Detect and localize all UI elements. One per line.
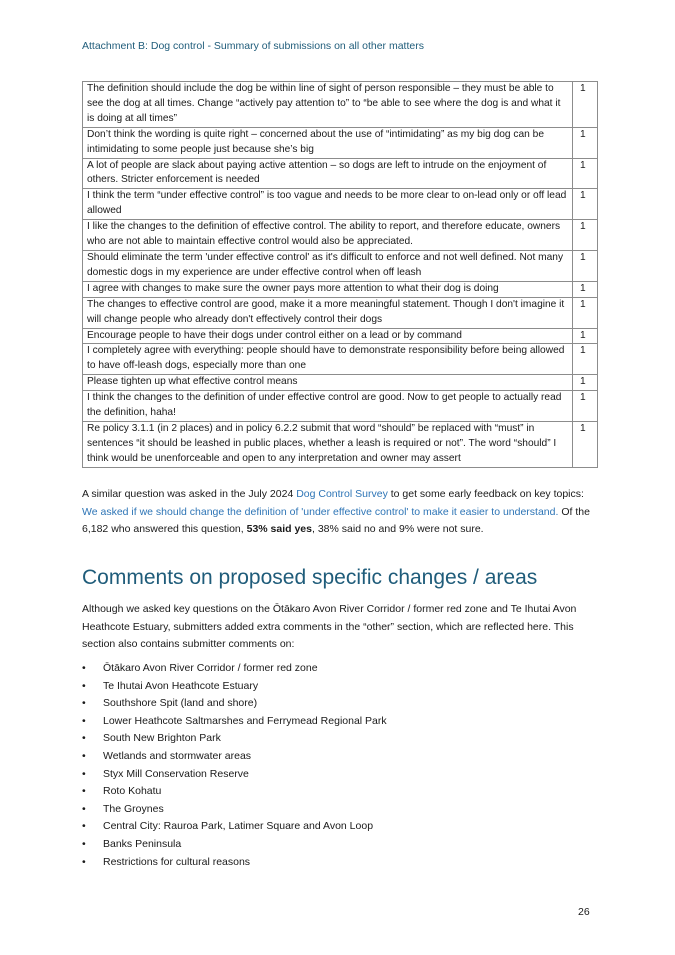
list-item (82, 678, 387, 696)
count-cell: 1 (573, 344, 598, 375)
table-row (83, 281, 598, 297)
comment-cell: I completely agree with everything: people should have to demonstrate responsibility before being allowed to have off-leash dogs, especially more than one (83, 344, 573, 375)
count-cell: 1 (573, 127, 598, 158)
list-item (82, 748, 387, 766)
list-item (82, 783, 387, 801)
paragraph-text: , 38% said no and 9% were not sure. (312, 523, 484, 535)
list-item (82, 854, 387, 872)
comment-cell: Re policy 3.1.1 (in 2 places) and in policy 6.2.2 submit that word “should” be replaced with “must” in sentences “it should be leashed in public places, whether a leash is required or not”. The word “should” I think would be unenforceable and open to any interpretation and owner may assert (83, 421, 573, 467)
list-item-label: Wetlands and stormwater areas (103, 749, 252, 762)
table-row (83, 328, 598, 344)
table-row (83, 127, 598, 158)
list-item-label: Styx Mill Conservation Reserve (103, 767, 249, 780)
list-item-label: Restrictions for cultural reasons (103, 855, 251, 868)
comment-cell: I think the term “under effective control” is too vague and needs to be more clear to on-lead only or off lead allowed (83, 189, 573, 220)
list-item-label: Central City: Rauroa Park, Latimer Square and Avon Loop (103, 820, 374, 833)
count-cell: 1 (573, 250, 598, 281)
bullet-icon: • (82, 714, 86, 727)
list-item (82, 713, 387, 731)
list-item (82, 836, 387, 854)
count-cell: 1 (573, 421, 598, 467)
count-cell: 1 (573, 189, 598, 220)
dog-control-survey-link[interactable]: Dog Control Survey (296, 488, 388, 500)
section-heading: Comments on proposed specific changes / areas (82, 566, 538, 589)
comment-cell: The definition should include the dog be within line of sight of person responsible – they must be able to see the dog at all times. Change “actively pay attention to” to “be able to see where the dog is and what it is doing at all times” (83, 82, 573, 128)
submissions-table-body (83, 82, 598, 468)
comment-cell: I like the changes to the definition of effective control. The ability to report, and therefore educate, owners who are not able to maintain effective control would also be appreciated. (83, 220, 573, 251)
list-item (82, 818, 387, 836)
list-item-label: The Groynes (103, 802, 164, 815)
table-row (83, 391, 598, 422)
count-cell: 1 (573, 281, 598, 297)
count-cell: 1 (573, 297, 598, 328)
list-item (82, 695, 387, 713)
count-cell: 1 (573, 158, 598, 189)
comment-cell: Please tighten up what effective control means (83, 375, 573, 391)
list-item-label: Te Ihutai Avon Heathcote Estuary (103, 679, 259, 692)
areas-list (82, 660, 387, 871)
count-cell: 1 (573, 328, 598, 344)
comment-cell: I think the changes to the definition of under effective control are good. Now to get people to actually read the definition, haha! (83, 391, 573, 422)
bullet-icon: • (82, 820, 86, 833)
bullet-icon: • (82, 679, 86, 692)
table-row (83, 421, 598, 467)
paragraph-text: Of the 6,182 who answered this question, (82, 505, 590, 535)
survey-question: We asked if we should change the definition of 'under effective control' to make it easier to understand. (82, 505, 559, 518)
bullet-icon: • (82, 855, 86, 868)
bullet-icon: • (82, 662, 86, 674)
list-item (82, 730, 387, 748)
table-row (83, 375, 598, 391)
list-item-label: Ōtākaro Avon River Corridor / former red zone (103, 662, 318, 674)
bullet-icon: • (82, 837, 86, 850)
list-item (82, 660, 387, 678)
page-number: 26 (578, 906, 590, 918)
paragraph-text: A similar question was asked in the July 2024 (82, 488, 297, 500)
table-row (83, 189, 598, 220)
list-item-label: South New Brighton Park (103, 732, 221, 745)
comment-cell: Encourage people to have their dogs under control either on a lead or by command (83, 328, 573, 344)
comment-cell: I agree with changes to make sure the owner pays more attention to what their dog is doing (83, 281, 573, 297)
bullet-icon: • (82, 802, 86, 815)
intro-paragraph: Although we asked key questions on the Ōtākaro Avon River Corridor / former red zone and Te Ihutai Avon Heathcote Estuary, submitters added extra comments in the “other” section, which are reflected here. This section also contains submitter comments on: (82, 603, 577, 650)
table-row (83, 250, 598, 281)
survey-paragraph (82, 486, 592, 539)
bullet-icon: • (82, 697, 86, 710)
list-item-label: Lower Heathcote Saltmarshes and Ferrymead Regional Park (103, 714, 387, 727)
list-item (82, 801, 387, 819)
count-cell: 1 (573, 220, 598, 251)
page-header: Attachment B: Dog control - Summary of submissions on all other matters (82, 40, 424, 52)
table-row (83, 158, 598, 189)
bullet-icon: • (82, 767, 86, 780)
bullet-icon: • (82, 785, 86, 798)
comment-cell: A lot of people are slack about paying active attention – so dogs are left to intrude on the enjoyment of others. Stricter enforcement is needed (83, 158, 573, 189)
count-cell: 1 (573, 391, 598, 422)
table-row (83, 220, 598, 251)
table-row (83, 82, 598, 128)
table-row (83, 297, 598, 328)
comment-cell: Don’t think the wording is quite right – concerned about the use of “intimidating” as my big dog can be intimidating to some people just because she’s big (83, 127, 573, 158)
comment-cell: The changes to effective control are good, make it a more meaningful statement. Though I don't imagine it will change people who already don't effectively control their dogs (83, 297, 573, 328)
count-cell: 1 (573, 82, 598, 128)
count-cell: 1 (573, 375, 598, 391)
paragraph-text: to get some early feedback on key topics: (387, 488, 584, 500)
comment-cell: Should eliminate the term 'under effective control' as it's difficult to enforce and not well defined. Not many domestic dogs in my experience are under effective control when off leash (83, 250, 573, 281)
list-item (82, 766, 387, 784)
bullet-icon: • (82, 749, 86, 762)
submissions-table (82, 81, 598, 468)
list-item-label: Roto Kohatu (103, 785, 162, 798)
table-row (83, 344, 598, 375)
list-item-label: Banks Peninsula (103, 837, 182, 850)
result-highlight: 53% said yes (246, 523, 312, 535)
list-item-label: Southshore Spit (land and shore) (103, 697, 258, 710)
bullet-icon: • (82, 732, 86, 745)
